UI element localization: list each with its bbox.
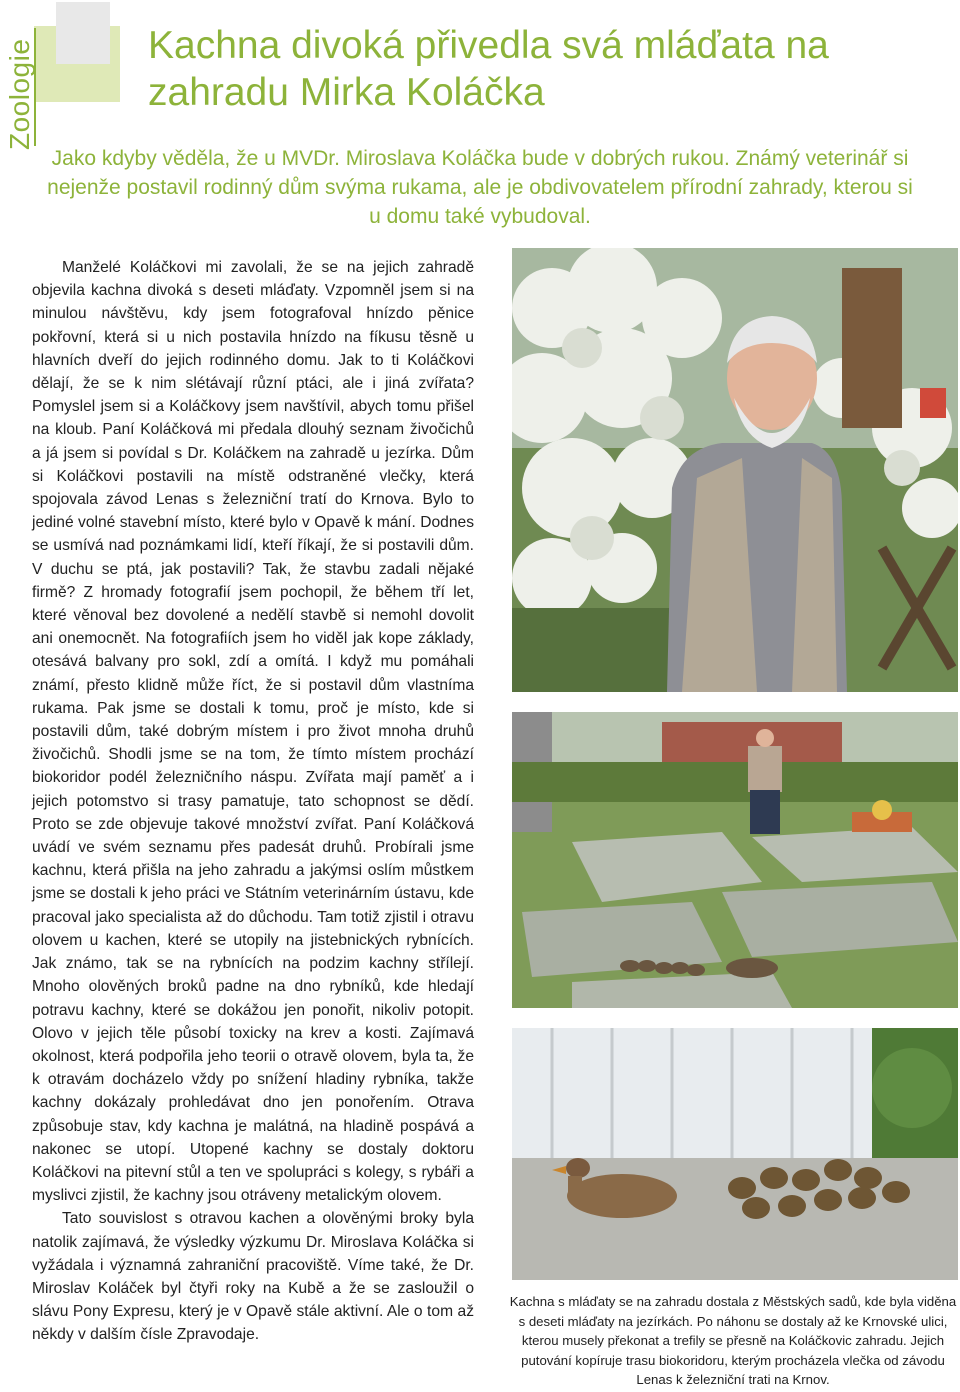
- decorative-square-grey: [56, 2, 110, 64]
- body-paragraph: Manželé Koláčkovi mi zavolali, že se na jejich zahradě objevila kachna divoká s deseti mláďaty. Vzpomněl jsem si na minulou návštěvu, kdy jsem fotografoval hnízdo pěnice pokřovní, která si u nich postavila hnízdo na fíkusu těsně u hlavních dveří do jejich rodinného domu. Jak to ti Koláčkovi dělají, že se k nim slétávají různí ptáci, ale i jiná zvířata? Pomyslel jsem si a Koláčkovy jsem navštívil, abych tomu přišel na kloub. Paní Koláčková mi předala dlouhý seznam živočichů a já jsem si povídal s Dr. Koláčkem na zahradě u jezírka. Dům si Koláčkovi postavili na místě odstraněné vlečky, která spojovala závod Lenas s železniční tratí do Krnova. Bylo to jediné volné stavební místo, které bylo v Opavě k mání. Dodnes se usmívá nad poznámkami lidí, kteří říkají, že si postavili dům. V duchu se ptá, jak postavili? Tak, že stavbu zadali nějaké firmě? Z hromady fotografií jsem pochopil, že během tří let, které věnoval bez dovolené a nedělí stavbě si nemohl dovolit ani onemocnět. Na fotografiích jsem ho viděl jak kope základy, otesává balvany pro sokl, zdí a omítá. I když mu pomáhali známí, přesto klidně může říct, že si postavil dům vlastníma rukama. Pak jsme se dostali k tomu, proč je místo, kde si postavili dům, také dobrým místem i pro život mnoha druhů živočichů. Shodli jsme se na tom, že tímto místem prochází biokoridor podél železničního náspu. Zvířata mají paměť a i jejich potomstvo si trasy pamatuje, tato schopnost se dědí. Proto se zde objevuje takové množství zvířat. Paní Koláčková uvádí ve svém seznamu přes padesát druhů. Probírali jsme kachnu, která přišla na jeho zahradu a jakýmsi oslím můstkem jsme se dostali k jeho práci ve Státním veterinárním ústavu, kde pracoval jako specialista až do důchodu. Tam totiž zjistil i otravu olovem u kachen, které se utopily na jistebnických rybnících. Jak známo, tak se na rybnících na podzim kachny střílejí. Mnoho olověných broků padne na dno rybníků, kde hledají potravu kachny, které se dokážou jen ponořit, nikoliv potopit. Olovo v jejich těle působí toxicky na krev a kosti. Zajímavá okolnost, která podpořila jeho teorii o otravě olovem, byla ta, že k otravám docházelo vždy po snížení hladiny rybníka, takže kachny dokázaly prohledávat dno jen ponořením. Otrava způsobuje stav, kdy kachna je malátná, na hladině pospává a nakonec se utopí. Utopené kachny se dostaly doktoru Koláčkovi na pitevní stůl a ten ve spolupráci s kolegy, s rybáři a myslivci zjistil, že kachny jsou otráveny metalickým olovem.: [32, 259, 474, 1205]
- article-title: Kachna divoká přivedla svá mláďata na zahradu Mirka Koláčka: [148, 24, 829, 114]
- body-paragraph: Tato souvislost s otravou kachen a olověnými broky byla natolik zajímavá, že výsledky výzkumu Dr. Miroslava Koláčka si vyžádala i významná zahraniční pracoviště. Víme také, že Dr. Miroslav Koláček byl čtyři roky na Kubě a že se zasloužil o slávu Pony Expresu, který je v Opavě stále aktivní. Ale o tom až někdy v dalším čísle Zpravodaje.: [32, 1210, 474, 1344]
- article-lead: Jako kdyby věděla, že u MVDr. Miroslava Koláčka bude v dobrých rukou. Známý veterinář si nejenže postavil rodinný dům svýma rukama, ale je obdivovatelem přírodní zahrady, kterou si u domu také vybudoval.: [47, 147, 913, 228]
- photo-caption: Kachna s mláďaty se na zahradu dostala z Městských sadů, kde byla viděna s deseti mláďaty na jezírkách. Po náhonu se dostaly až ke Krnovské ulici, kterou musely překonat a trefily se přesně na Koláčkovic zahradu. Jejich putování kopíruje trasu biokoridoru, kterým procházela vlečka od závodu Lenas k železniční trati na Krnov.: [509, 1294, 957, 1388]
- photo-man-garden: [512, 248, 958, 692]
- photo-garden-path-ducks: [512, 712, 958, 1008]
- article-body: [32, 256, 474, 1347]
- photo-duck-ducklings: [512, 1028, 958, 1280]
- section-label: Zoologie: [4, 38, 35, 150]
